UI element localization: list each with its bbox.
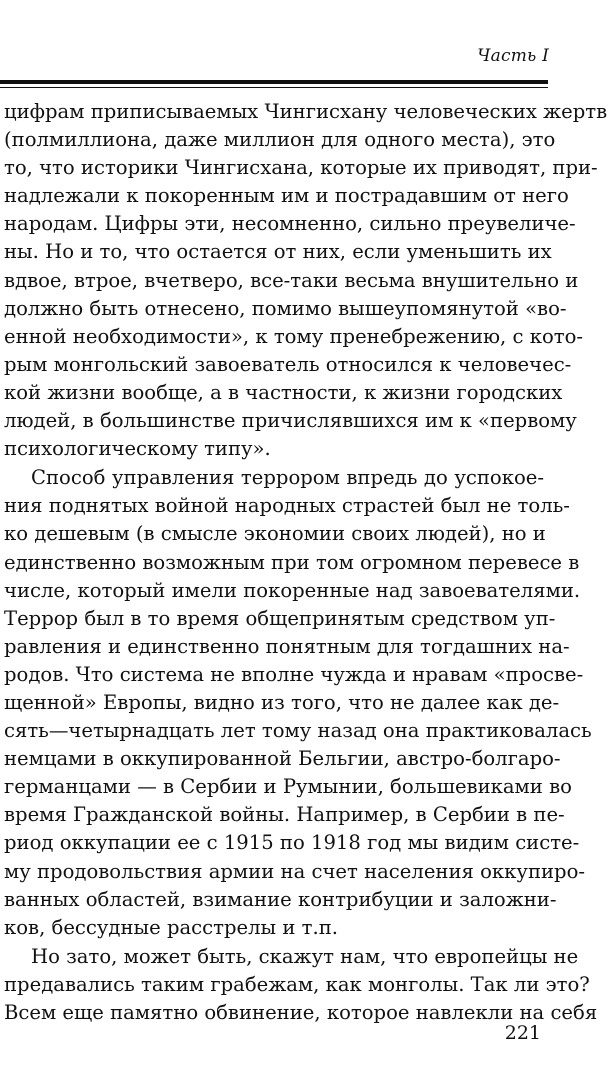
text-line: родов. Что система не вполне чужда и нравам «просве-: [4, 662, 584, 686]
header-rule-thin: [0, 87, 548, 88]
text-line: психологическому типу».: [4, 437, 271, 461]
text-line: то, что историки Чингисхана, которые их приводят, при-: [4, 156, 598, 180]
text-line: равления и единственно понятным для тогдашних на-: [4, 634, 570, 658]
text-line: числе, который имели покоренные над завоевателями.: [4, 578, 581, 602]
text-line: Но зато, может быть, скажут нам, что европейцы не: [31, 944, 579, 968]
text-line: германцами — в Сербии и Румынии, большевиками во: [4, 775, 572, 799]
text-line: немцами в оккупированной Бельгии, австро-болгаро-: [4, 747, 561, 771]
text-line: время Гражданской войны. Например, в Сербии в пе-: [4, 803, 565, 827]
page-number: 221: [504, 1022, 541, 1044]
text-line: Террор был в то время общепринятым средством уп-: [4, 606, 556, 630]
text-line: надлежали к покоренным им и пострадавшим от него: [4, 184, 569, 208]
paragraph-3: [4, 943, 598, 1027]
paragraph-2: [4, 464, 592, 942]
text-line: му продовольствия армии на счет населения оккупиро-: [4, 859, 586, 883]
text-line: ванных областей, взимание контрибуции и заложни-: [4, 887, 557, 911]
text-line: кой жизни вообще, а в частности, к жизни городских: [4, 380, 563, 404]
text-line: Способ управления террором впредь до успокое-: [31, 466, 544, 490]
text-line: единственно возможным при том огромном перевесе в: [4, 550, 580, 574]
text-line: вдвое, втрое, вчетверо, все-таки весьма внушительно и: [4, 268, 579, 292]
text-line: Всем еще памятно обвинение, которое навлекли на себя: [4, 1001, 598, 1024]
text-line: ков, бессудные расстрелы и т.п.: [4, 915, 339, 939]
text-line: ко дешевым (в смысле экономии своих людей), но и: [4, 522, 546, 546]
text-line: людей, в большинстве причислявшихся им к «первому: [4, 409, 577, 433]
text-line: должно быть отнесено, помимо вышеупомянутой «во-: [4, 296, 567, 320]
running-header: Часть I: [477, 46, 549, 66]
text-line: цифрам приписываемых Чингисхану человеческих жертв: [4, 100, 608, 123]
text-line: сять—четырнадцать лет тому назад она практиковалась: [4, 719, 592, 743]
text-line: ния поднятых войной народных страстей был не толь-: [4, 494, 570, 518]
body-text: [4, 98, 608, 1027]
text-line: риод оккупации ее с 1915 по 1918 год мы видим систе-: [4, 831, 580, 855]
text-line: рым монгольский завоеватель относился к человечес-: [4, 352, 572, 376]
paragraph-1: [4, 98, 608, 463]
text-line: енной необходимости», к тому пренебрежению, с кото-: [4, 324, 584, 348]
text-line: (полмиллиона, даже миллион для одного места), это: [4, 128, 556, 152]
text-line: предавались таким грабежам, как монголы. Так ли это?: [4, 972, 590, 996]
header-rule-thick: [0, 80, 548, 84]
text-line: ны. Но и то, что остается от них, если уменьшить их: [4, 240, 552, 264]
text-line: народам. Цифры эти, несомненно, сильно преувеличе-: [4, 212, 576, 236]
text-line: щенной» Европы, видно из того, что не далее как де-: [4, 690, 560, 714]
